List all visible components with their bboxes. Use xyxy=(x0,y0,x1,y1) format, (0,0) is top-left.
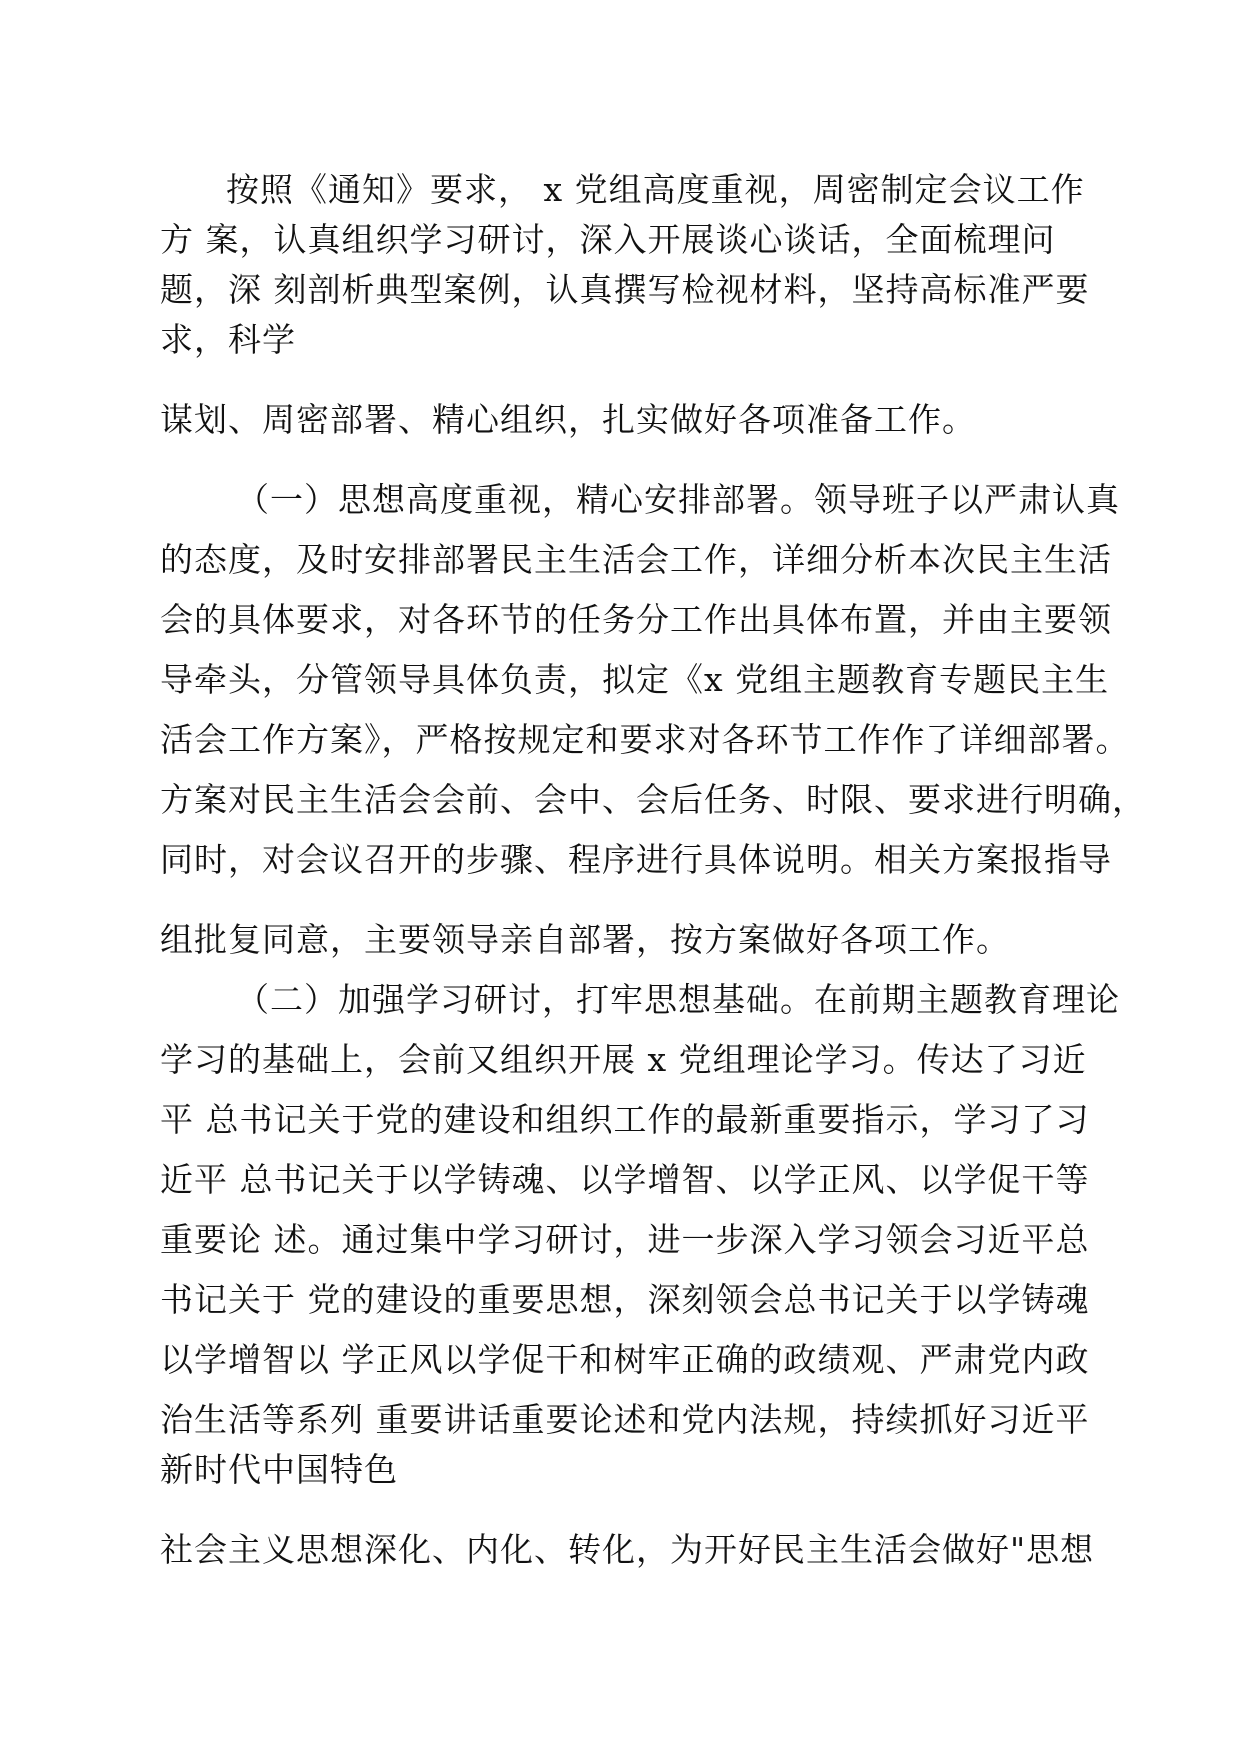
text-line: 社会主义思想深化、内化、转化，为开好民主生活会做好"思想 xyxy=(160,1530,1095,1569)
text-line: 谋划、周密部署、精心组织，扎实做好各项准备工作。 xyxy=(160,400,976,439)
text-line: 重要论 述。通过集中学习研讨，进一步深入学习领会习近平总 xyxy=(160,1220,1090,1259)
text-line: 方 案，认真组织学习研讨，深入开展谈心谈话，全面梳理问 xyxy=(160,220,1056,259)
text-line: 方案对民主生活会会前、会中、会后任务、时限、要求进行明确， xyxy=(160,780,1146,819)
text-line: 组批复同意，主要领导亲自部署，按方案做好各项工作。 xyxy=(160,920,1010,959)
text-line: 会的具体要求，对各环节的任务分工作出具体布置，并由主要领 xyxy=(160,600,1112,639)
text-line: 学习的基础上，会前又组织开展 x 党组理论学习。传达了习近 xyxy=(160,1040,1087,1079)
section-heading-2: （二）加强学习研讨，打牢思想基础。在前期主题教育理论 xyxy=(236,980,1120,1019)
text-line: 活会工作方案》，严格按规定和要求对各环节工作作了详细部署。 xyxy=(160,720,1130,759)
text-line: 新时代中国特色 xyxy=(160,1450,398,1489)
text-line: 按照《通知》要求， x 党组高度重视，周密制定会议工作 xyxy=(226,170,1085,209)
text-line: 题，深 刻剖析典型案例，认真撰写检视材料，坚持高标准严要 xyxy=(160,270,1090,309)
text-line: 平 总书记关于党的建设和组织工作的最新重要指示，学习了习 xyxy=(160,1100,1090,1139)
text-line: 的态度，及时安排部署民主生活会工作，详细分析本次民主生活 xyxy=(160,540,1112,579)
text-line: 治生活等系列 重要讲话重要论述和党内法规，持续抓好习近平 xyxy=(160,1400,1090,1439)
text-line: 导牵头，分管领导具体负责，拟定《x 党组主题教育专题民主生 xyxy=(160,660,1110,699)
text-line: 以学增智以 学正风以学促干和树牢正确的政绩观、严肃党内政 xyxy=(160,1340,1090,1379)
text-line: 近平 总书记关于以学铸魂、以学增智、以学正风、以学促干等 xyxy=(160,1160,1090,1199)
text-line: 求，科学 xyxy=(160,320,296,359)
section-heading-1: （一）思想高度重视，精心安排部署。领导班子以严肃认真 xyxy=(236,480,1120,519)
text-line: 同时，对会议召开的步骤、程序进行具体说明。相关方案报指导 xyxy=(160,840,1112,879)
text-line: 书记关于 党的建设的重要思想，深刻领会总书记关于以学铸魂 xyxy=(160,1280,1090,1319)
